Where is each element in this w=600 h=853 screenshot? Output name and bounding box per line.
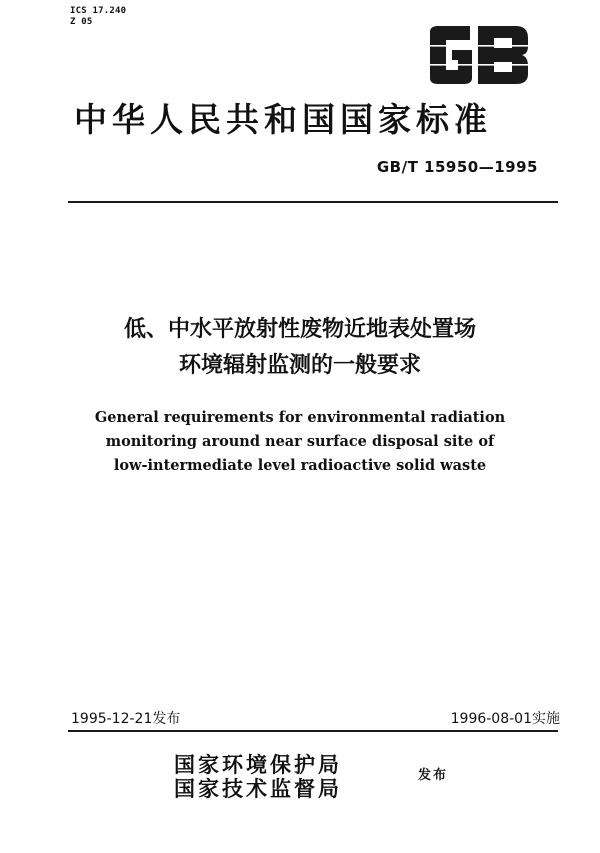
classification-codes [70,6,126,28]
standard-number: GB/T 15950—1995 [376,158,538,176]
standard-name: 中华人民共和国国家标准 [74,100,492,139]
chinese-title [40,312,560,384]
english-title [40,406,560,478]
publish-label: 发布 [418,768,449,783]
bottom-divider [68,730,558,732]
chinese-title-line-2: 环境辐射监测的一般要求 [178,353,421,378]
issue-date: 1995-12-21发布 [71,711,181,727]
issuer-environmental-protection: 国家环境保护局 [174,753,342,777]
english-title-line-2: monitoring around near surface disposal site of [105,433,495,450]
ics-code: ICS 17.240 [70,6,127,16]
english-title-line-1: General requirements for environmental radiation [94,409,506,426]
chinese-title-line-1: 低、中水平放射性废物近地表处置场 [123,317,476,342]
top-divider [68,201,558,203]
implementation-date: 1996-08-01实施 [450,711,560,727]
gb-logo [424,24,532,86]
english-title-line-3: low-intermediate level radioactive solid waste [113,457,487,474]
issuing-authorities [174,753,342,801]
issuer-technical-supervision: 国家技术监督局 [174,777,342,801]
ccs-code: Z 05 [70,17,93,27]
